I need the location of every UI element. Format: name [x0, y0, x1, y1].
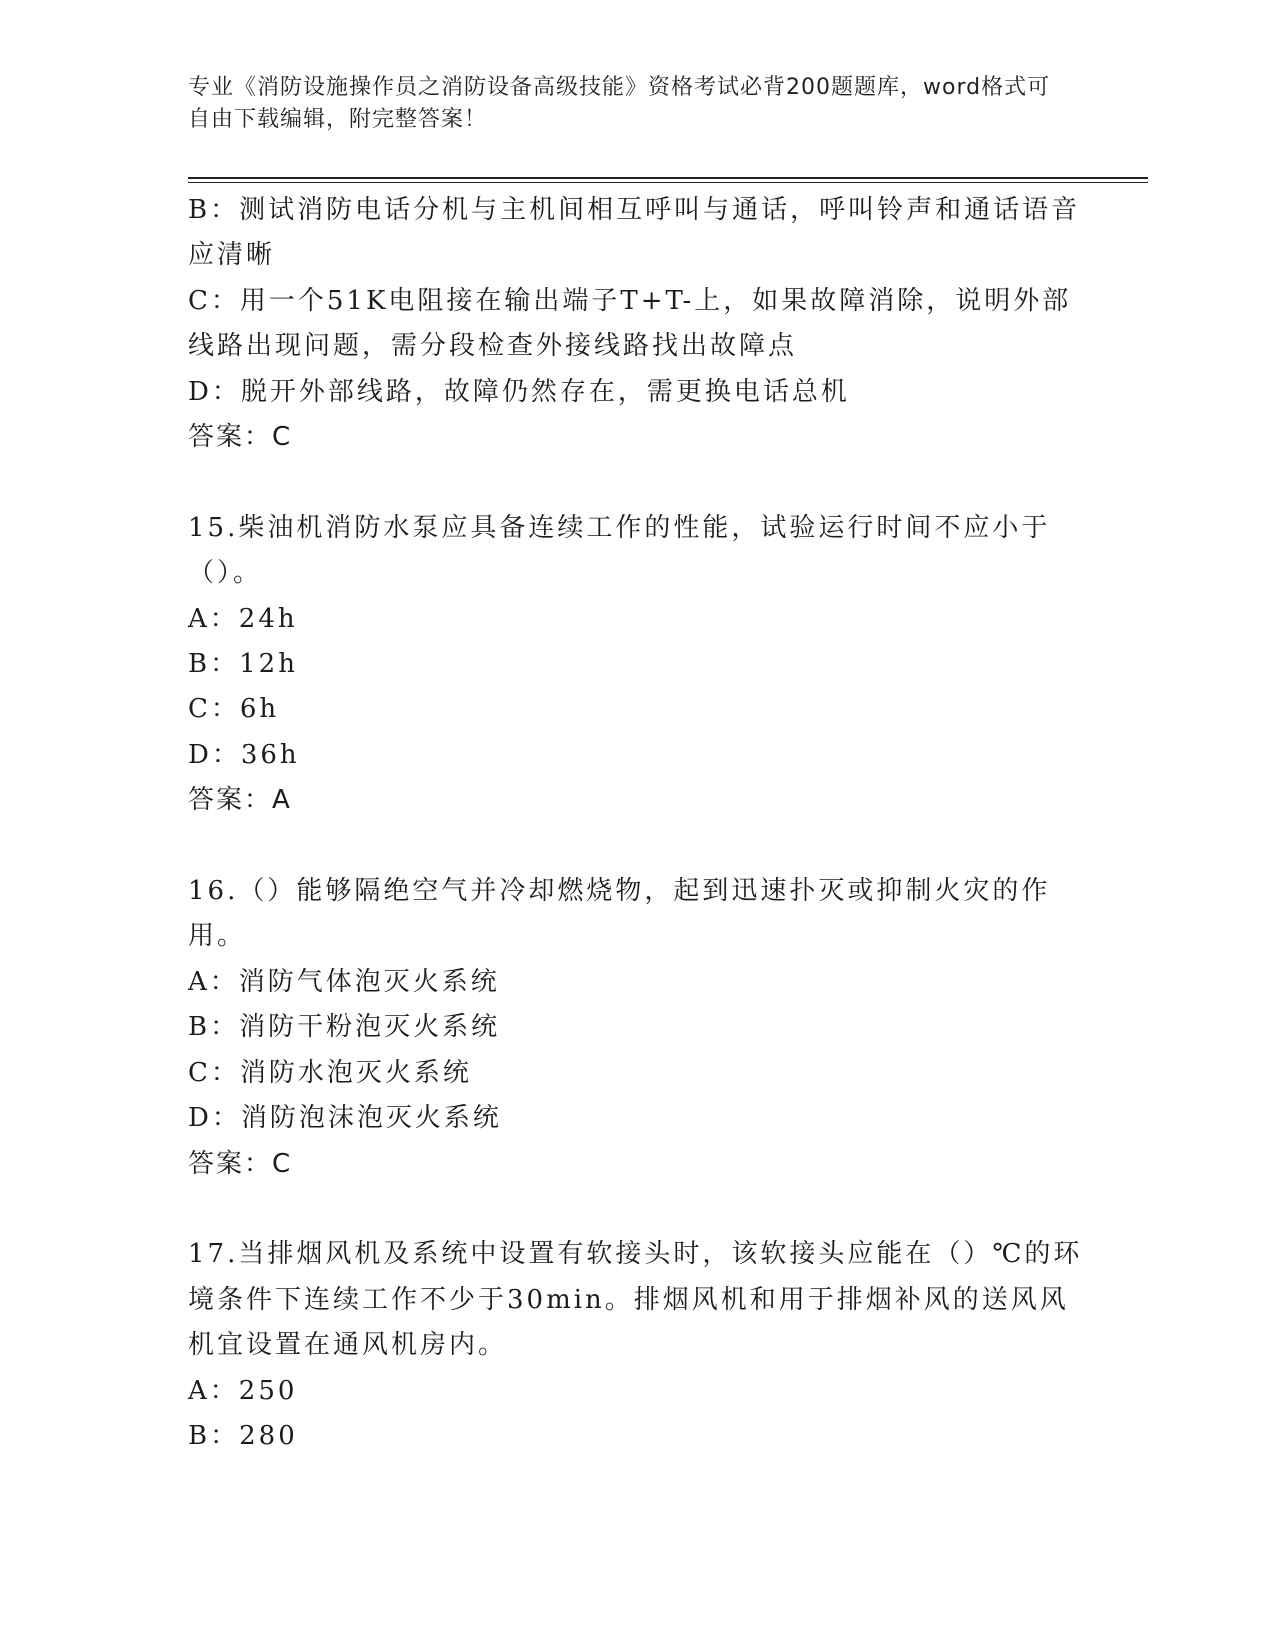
header-rule-thin — [188, 182, 1148, 183]
header-rule-thick — [188, 177, 1148, 179]
question-15 — [188, 506, 1088, 824]
option-d: D：脱开外部线路，故障仍然存在，需更换电话总机 — [188, 376, 850, 407]
option-c: C：6h — [188, 694, 280, 725]
option-d: D：消防泡沫泡灭火系统 — [188, 1103, 502, 1134]
option-a: A：24h — [188, 603, 298, 634]
option-d: D：36h — [188, 739, 300, 770]
question-16 — [188, 869, 1088, 1187]
question-stem: 15.柴油机消防水泵应具备连续工作的性能，试验运行时间不应小于（）。 — [188, 512, 1051, 589]
question-stem: 17.当排烟风机及系统中设置有软接头时，该软接头应能在（）℃的环境条件下连续工作不少于30min。排烟风机和用于排烟补风的送风风机宜设置在通风机房内。 — [188, 1239, 1083, 1361]
option-b: B：测试消防电话分机与主机间相互呼叫与通话，呼叫铃声和通话语音应清晰 — [188, 195, 1081, 271]
question-17 — [188, 1232, 1088, 1459]
spacer — [188, 824, 1088, 869]
spacer — [188, 1187, 1088, 1232]
option-a: A：消防气体泡灭火系统 — [188, 966, 500, 997]
option-b: B：280 — [188, 1420, 298, 1451]
spacer — [188, 460, 1088, 505]
question-content — [188, 188, 1088, 1459]
option-a: A：250 — [188, 1375, 298, 1406]
option-c: C：消防水泡灭火系统 — [188, 1057, 472, 1088]
option-b: B：消防干粉泡灭火系统 — [188, 1012, 501, 1043]
answer: 答案：C — [188, 1148, 293, 1179]
option-b: B：12h — [188, 649, 298, 680]
answer: 答案：C — [188, 422, 293, 453]
option-c: C：用一个51K电阻接在输出端子T+T-上，如果故障消除，说明外部线路出现问题，需分段检查外接线路找出故障点 — [188, 285, 1072, 362]
answer: 答案：A — [188, 785, 292, 816]
question-stem: 16.（）能够隔绝空气并冷却燃烧物，起到迅速扑灭或抑制火灾的作用。 — [188, 876, 1051, 952]
question-14-fragment — [188, 188, 1088, 460]
document-header: 专业《消防设施操作员之消防设备高级技能》资格考试必背200题题库，word格式可自由下载编辑，附完整答案！ — [188, 75, 1051, 132]
